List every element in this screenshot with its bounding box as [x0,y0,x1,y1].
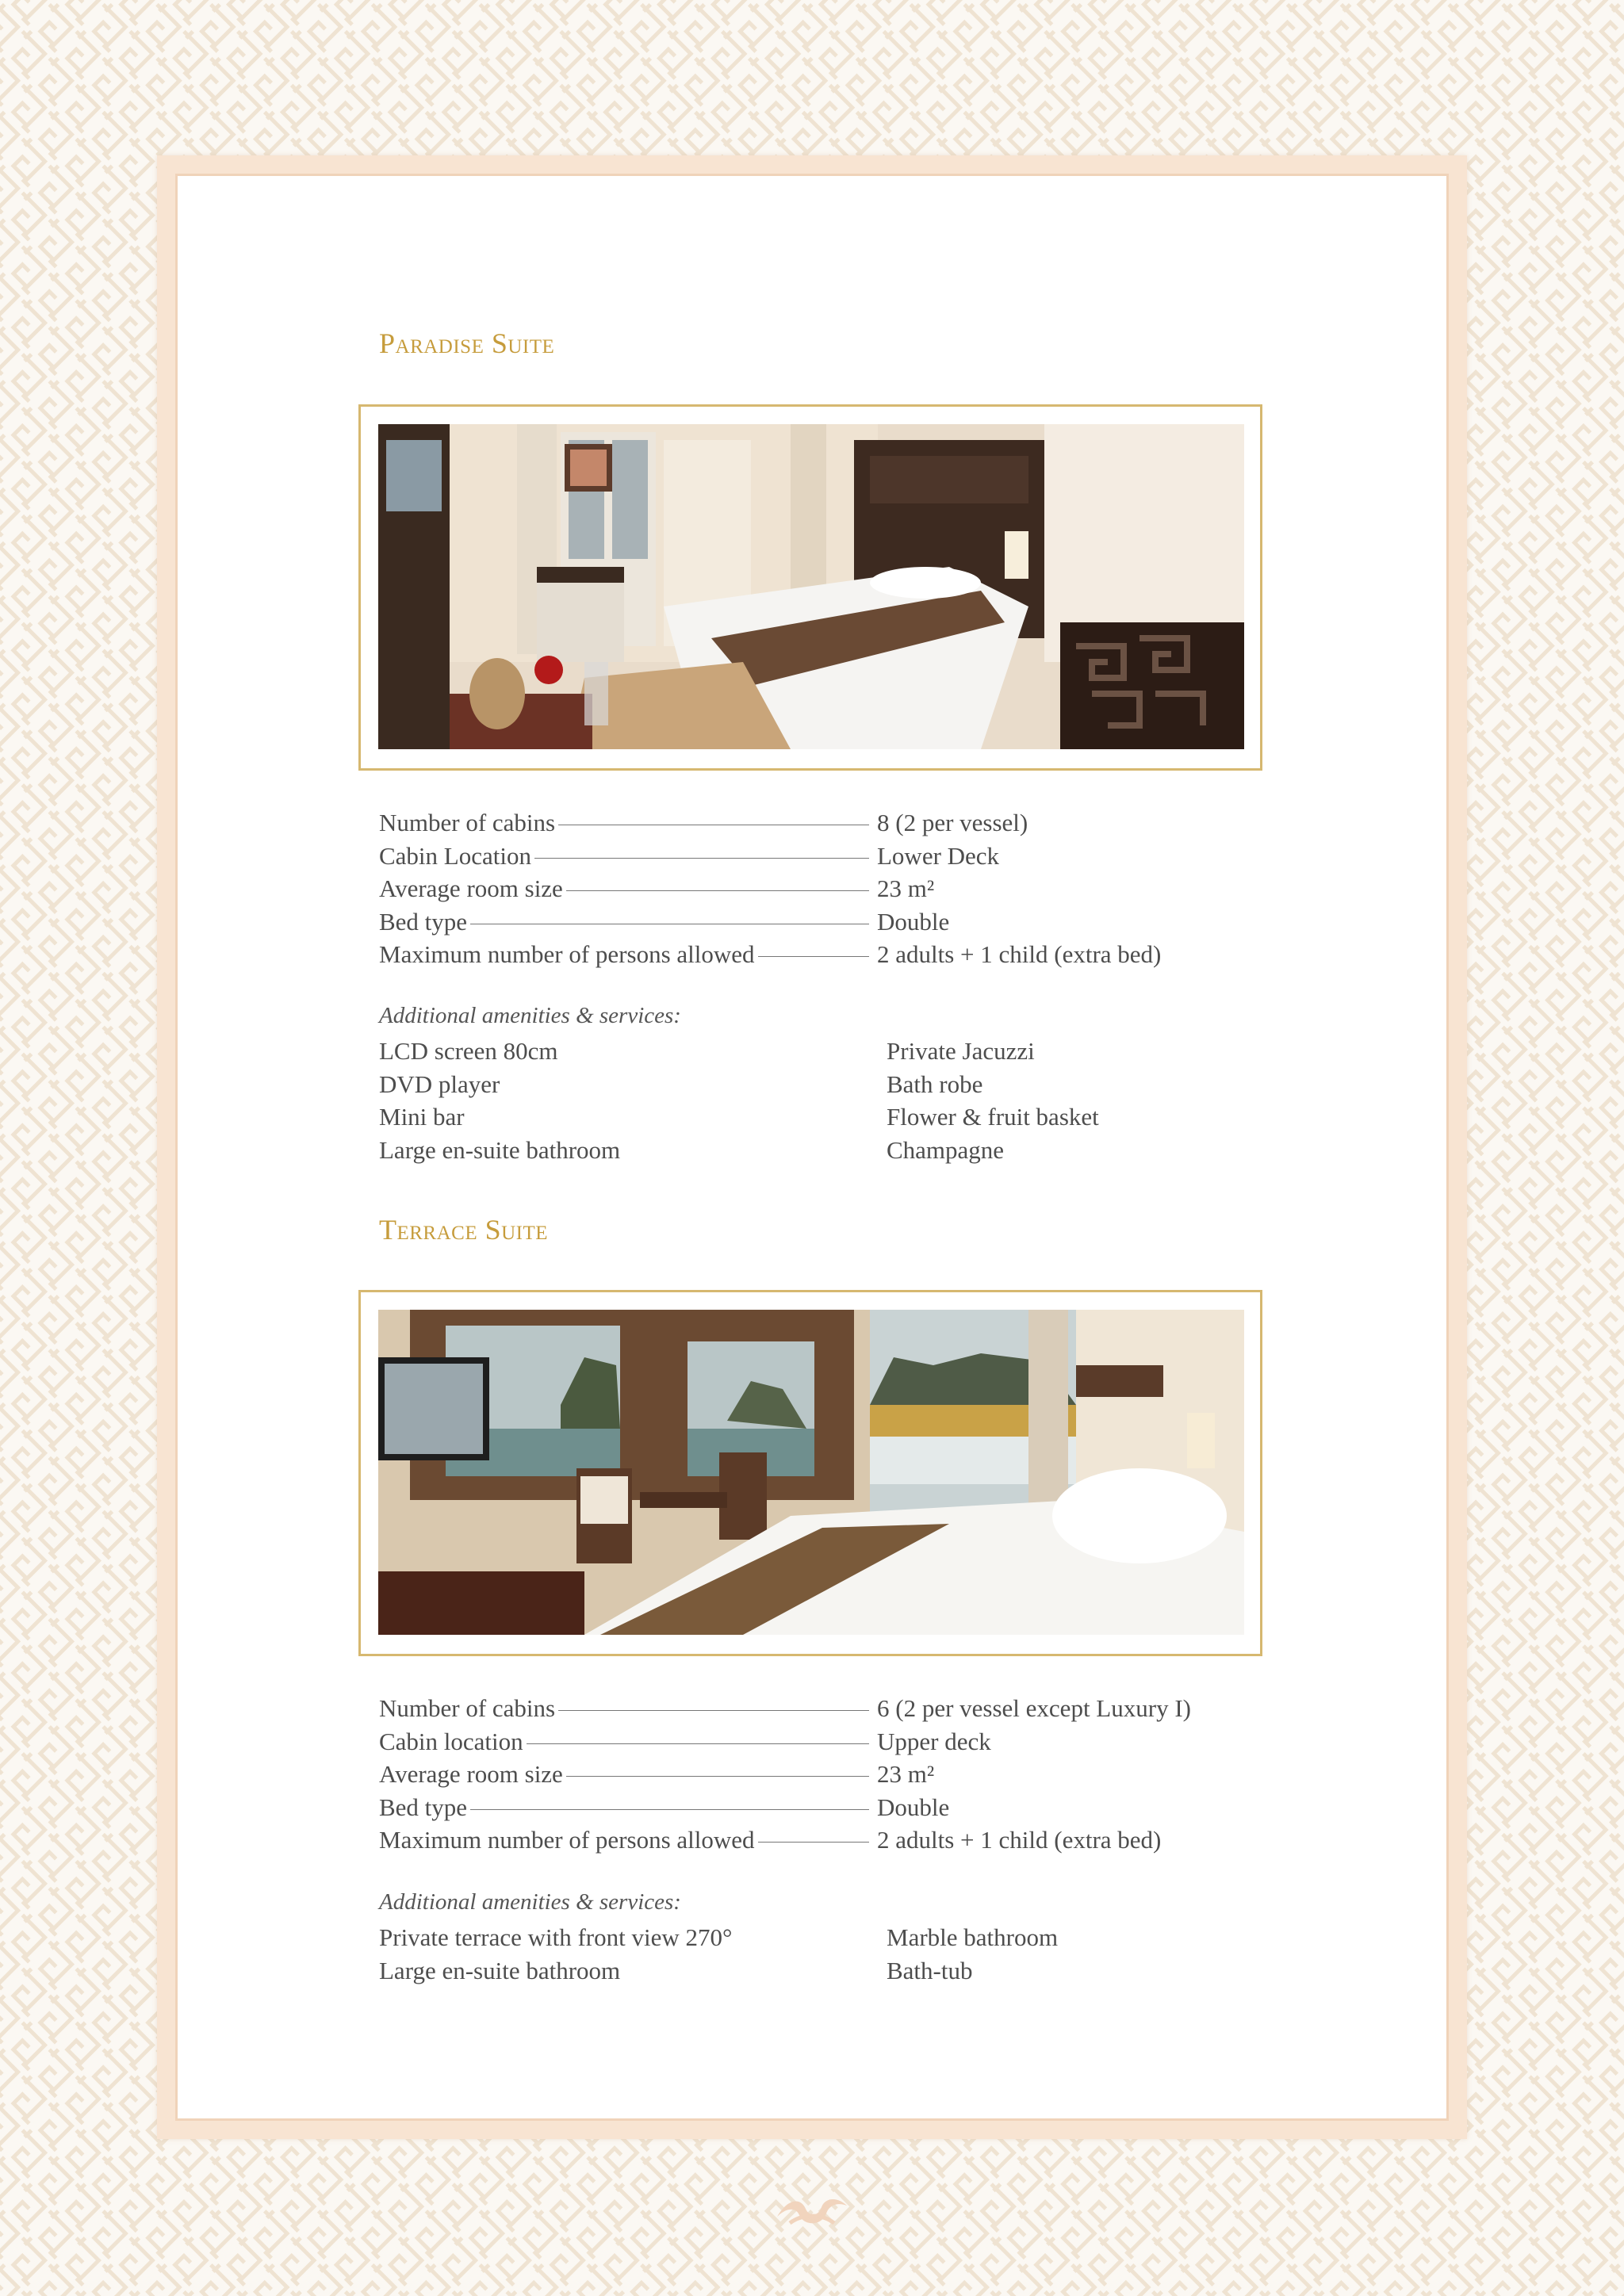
spec-value: Lower Deck [877,841,1000,870]
amenity-item: Private Jacuzzi [887,1037,1035,1065]
spec-value: 2 adults + 1 child (extra bed) [877,1826,1162,1854]
terrace-suite-photo-frame [358,1290,1262,1656]
terrace-amenities-list [379,1921,1267,1987]
wave-ornament-icon [774,2182,850,2229]
amenity-item: DVD player [379,1070,500,1098]
amenity-item: Private terrace with front view 270° [379,1923,733,1951]
spec-value: 8 (2 per vessel) [877,809,1028,836]
spec-value: Double [877,1793,950,1821]
spec-row-room-size [379,1758,1267,1791]
leader-line [558,1710,869,1711]
spec-row-max-persons [379,938,1267,971]
leader-line [527,1743,869,1744]
spec-value: 23 m² [877,1760,935,1788]
spec-row-location [379,840,1267,873]
amenity-item: Marble bathroom [887,1923,1059,1951]
leader-line [534,858,869,859]
spec-row-cabins [379,806,1267,840]
bedroom-bay-view-photo-icon [378,1310,1244,1635]
amenity-item: Large en-suite bathroom [379,1135,621,1164]
paradise-amenities-list [379,1035,1267,1166]
amenity-item: Champagne [887,1135,1005,1164]
spec-row-location [379,1725,1267,1758]
bedroom-photo-icon [378,424,1244,749]
spec-value: Upper deck [877,1727,991,1755]
leader-line [758,956,869,957]
spec-row-bed-type [379,905,1267,939]
paradise-amenities-heading: Additional amenities & services: [379,1003,681,1028]
spec-label: Maximum number of persons allowed [379,940,755,968]
amenity-item: Bath-tub [887,1956,973,1984]
spec-label: Bed type [379,907,468,936]
amenity-item: LCD screen 80cm [379,1037,558,1065]
spec-label: Number of cabins [379,809,556,836]
spec-value: 2 adults + 1 child (extra bed) [877,940,1162,968]
spec-row-bed-type [379,1791,1267,1824]
spec-row-cabins [379,1692,1267,1725]
terrace-suite-specs [379,1692,1267,1857]
spec-value: Double [877,907,950,936]
spec-label: Average room size [379,874,563,902]
spec-label: Bed type [379,1793,468,1821]
spec-label: Average room size [379,1760,563,1788]
paradise-suite-photo-frame [358,404,1262,771]
amenity-item: Large en-suite bathroom [379,1956,621,1984]
spec-label: Cabin Location [379,841,531,870]
terrace-suite-title: Terrace Suite [379,1214,549,1246]
leader-line [566,890,869,891]
leader-line [758,1842,869,1843]
spec-label: Number of cabins [379,1694,556,1722]
amenity-item: Mini bar [379,1103,465,1131]
spec-row-room-size [379,872,1267,905]
spec-value: 6 (2 per vessel except Luxury I) [877,1694,1191,1722]
terrace-amenities-heading: Additional amenities & services: [379,1889,681,1915]
spec-label: Cabin location [379,1727,523,1755]
paradise-suite-specs [379,806,1267,971]
amenity-item: Bath robe [887,1070,983,1098]
spec-value: 23 m² [877,874,935,902]
spec-label: Maximum number of persons allowed [379,1826,755,1854]
paradise-suite-title: Paradise Suite [379,327,555,359]
amenity-item: Flower & fruit basket [887,1103,1099,1131]
spec-row-max-persons [379,1823,1267,1857]
leader-line [566,1776,869,1777]
leader-line [470,1809,869,1810]
